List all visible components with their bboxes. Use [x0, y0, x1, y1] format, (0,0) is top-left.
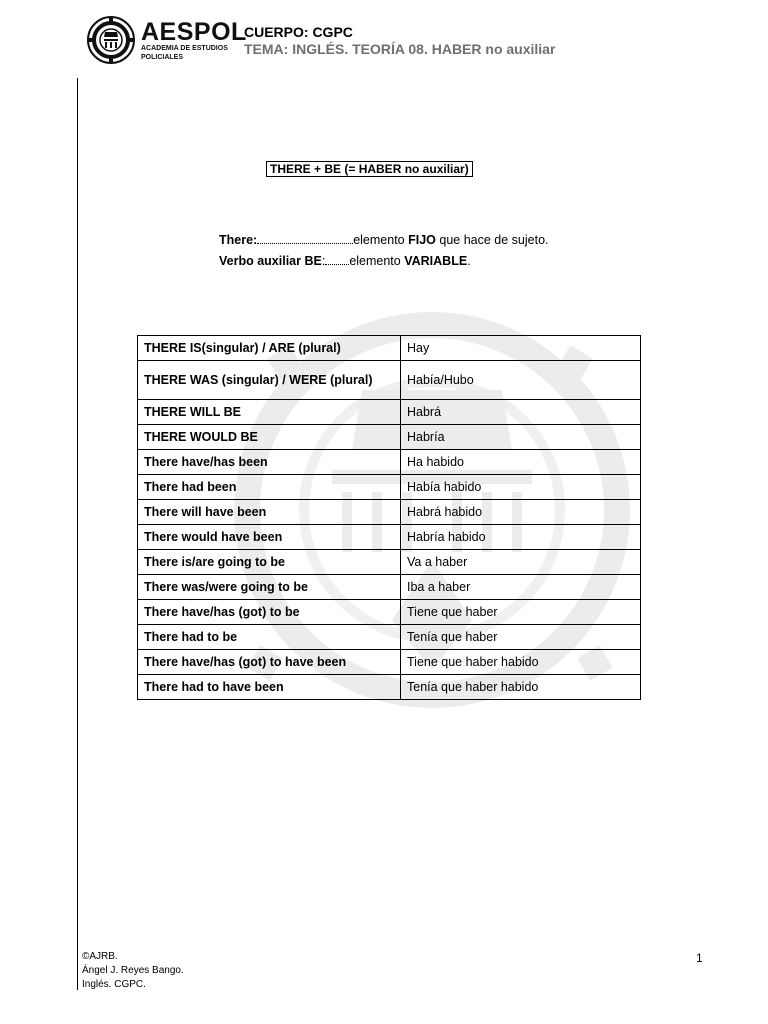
spanish-form: Hay — [401, 336, 641, 361]
table-row — [138, 475, 641, 500]
english-form: There was/were going to be — [138, 575, 401, 600]
table-row — [138, 336, 641, 361]
spanish-form: Había/Hubo — [401, 361, 641, 400]
english-form: There had to be — [138, 625, 401, 650]
spanish-form: Habrá — [401, 400, 641, 425]
brand-name: AESPOL — [141, 18, 247, 46]
section-title: THERE + BE (= HABER no auxiliar) — [266, 161, 473, 177]
spanish-form: Ha habido — [401, 450, 641, 475]
spanish-form: Habría habido — [401, 525, 641, 550]
english-form: There will have been — [138, 500, 401, 525]
dotted-leader — [325, 253, 349, 265]
english-form: THERE WAS (singular) / WERE (plural) — [138, 361, 401, 400]
table-row — [138, 425, 641, 450]
table-row — [138, 650, 641, 675]
variable-word: VARIABLE — [404, 254, 468, 268]
footer-author: Ángel J. Reyes Bango. — [82, 965, 184, 976]
english-form: There is/are going to be — [138, 550, 401, 575]
english-form: There have/has been — [138, 450, 401, 475]
table-row — [138, 575, 641, 600]
tema-label: TEMA: INGLÉS. TEORÍA 08. HABER no auxiliar — [244, 41, 556, 57]
be-colon: : — [321, 254, 326, 268]
intro-line-be — [219, 253, 471, 269]
spanish-form: Había habido — [401, 475, 641, 500]
brand-subtitle-line1: ACADEMIA DE ESTUDIOS — [141, 45, 228, 52]
table-row — [138, 600, 641, 625]
english-form: There have/has (got) to be — [138, 600, 401, 625]
there-label: There: — [219, 233, 258, 247]
line1-pre: elemento — [353, 233, 409, 247]
table-row — [138, 525, 641, 550]
table-row — [138, 450, 641, 475]
footer-credits — [82, 950, 184, 992]
brand-subtitle-line2: POLICIALES — [141, 54, 184, 61]
spanish-form: Va a haber — [401, 550, 641, 575]
spanish-form: Tiene que haber — [401, 600, 641, 625]
police-academy-seal-icon — [87, 16, 135, 64]
spanish-form: Habría — [401, 425, 641, 450]
table-row — [138, 625, 641, 650]
english-form: There had to have been — [138, 675, 401, 700]
spanish-form: Iba a haber — [401, 575, 641, 600]
table-row — [138, 550, 641, 575]
line2-post: . — [467, 254, 471, 268]
haber-table — [137, 335, 641, 700]
spanish-form: Tiene que haber habido — [401, 650, 641, 675]
intro-line-there — [219, 232, 549, 248]
spanish-form: Habrá habido — [401, 500, 641, 525]
table-row — [138, 400, 641, 425]
english-form: There would have been — [138, 525, 401, 550]
table-row — [138, 361, 641, 400]
english-form: There have/has (got) to have been — [138, 650, 401, 675]
cuerpo-label: CUERPO: CGPC — [244, 24, 353, 40]
left-margin-rule — [77, 78, 78, 990]
fijo-word: FIJO — [408, 233, 436, 247]
spanish-form: Tenía que haber — [401, 625, 641, 650]
english-form: There had been — [138, 475, 401, 500]
english-form: THERE WILL BE — [138, 400, 401, 425]
english-form: THERE IS(singular) / ARE (plural) — [138, 336, 401, 361]
dotted-leader — [257, 232, 353, 244]
table-row — [138, 500, 641, 525]
line1-post: que hace de sujeto. — [435, 233, 549, 247]
table-row — [138, 675, 641, 700]
footer-copyright: ©AJRB. — [82, 951, 118, 962]
spanish-form: Tenía que haber habido — [401, 675, 641, 700]
page-number: 1 — [696, 951, 703, 965]
be-label: Verbo auxiliar BE — [219, 254, 322, 268]
footer-course: Inglés. CGPC. — [82, 979, 146, 990]
header-text — [244, 24, 555, 58]
brand-block — [141, 20, 247, 62]
english-form: THERE WOULD BE — [138, 425, 401, 450]
line2-pre: elemento — [349, 254, 405, 268]
